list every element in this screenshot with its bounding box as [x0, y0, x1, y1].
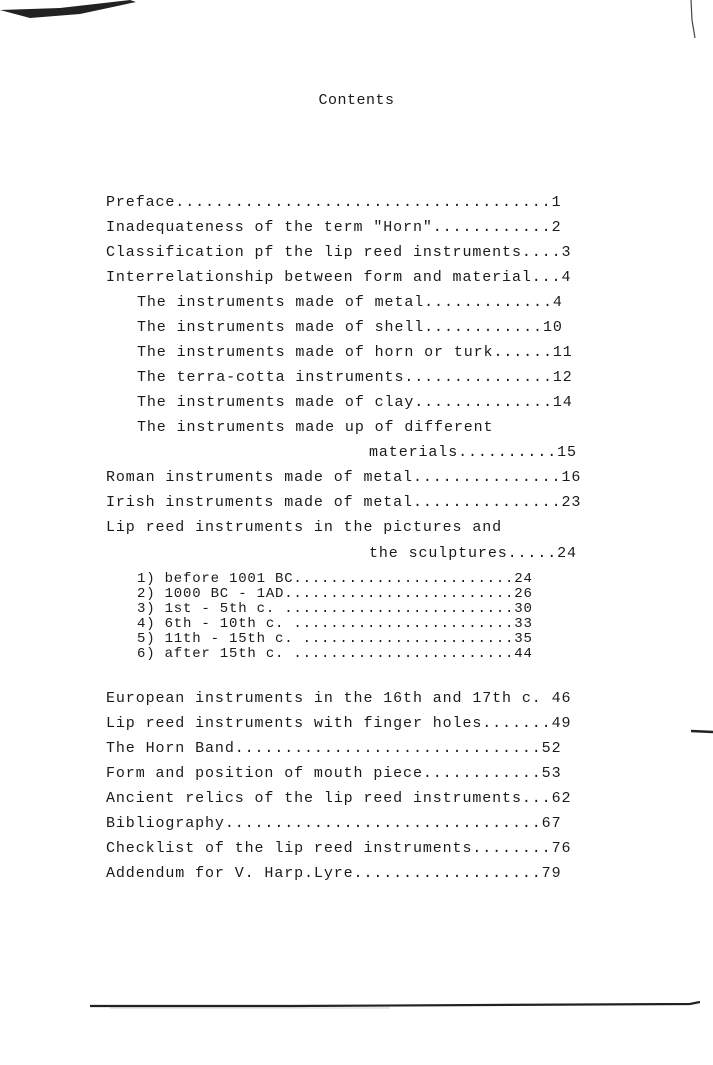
toc-entry-term-horn: Inadequateness of the term "Horn"............2 — [106, 219, 562, 236]
toc-entry-shell: The instruments made of shell............10 — [137, 319, 563, 336]
toc-entry-different-cont: materials..........15 — [369, 444, 577, 461]
toc-entry-roman: Roman instruments made of metal...............16 — [106, 469, 582, 486]
toc-entry-classification: Classification pf the lip reed instruments....3 — [106, 244, 572, 261]
page-title: Contents — [318, 92, 395, 109]
toc-subentry-1: 1) before 1001 BC........................24 — [137, 571, 533, 587]
toc-subentry-3: 3) 1st - 5th c. .........................30 — [137, 601, 533, 617]
toc-entry-checklist: Checklist of the lip reed instruments........76 — [106, 840, 572, 857]
toc-entry-horn-band: The Horn Band...............................52 — [106, 740, 562, 757]
toc-entry-terra-cotta: The terra-cotta instruments...............12 — [137, 369, 573, 386]
toc-entry-pictures-cont: the sculptures.....24 — [369, 545, 577, 562]
scan-streak-top-left — [0, 0, 140, 26]
toc-entry-metal: The instruments made of metal.............4 — [137, 294, 563, 311]
toc-subentry-2: 2) 1000 BC - 1AD.........................26 — [137, 586, 533, 602]
toc-entry-interrelationship: Interrelationship between form and material...4 — [106, 269, 572, 286]
toc-entry-mouth-piece: Form and position of mouth piece............53 — [106, 765, 562, 782]
toc-entry-different: The instruments made up of different — [137, 419, 494, 436]
toc-subentry-4: 4) 6th - 10th c. ........................33 — [137, 616, 533, 632]
toc-entry-european: European instruments in the 16th and 17th c. 46 — [106, 690, 572, 707]
toc-entry-finger-holes: Lip reed instruments with finger holes.......49 — [106, 715, 572, 732]
scan-edge-line — [689, 0, 697, 40]
toc-entry-preface: Preface......................................1 — [106, 194, 562, 211]
toc-entry-ancient-relics: Ancient relics of the lip reed instruments...62 — [106, 790, 572, 807]
toc-entry-pictures: Lip reed instruments in the pictures and — [106, 519, 503, 536]
toc-entry-clay: The instruments made of clay..............14 — [137, 394, 573, 411]
scan-mark-right-edge — [691, 728, 713, 734]
toc-subentry-6: 6) after 15th c. ........................44 — [137, 646, 533, 662]
toc-entry-addendum: Addendum for V. Harp.Lyre...................79 — [106, 865, 562, 882]
toc-entry-irish: Irish instruments made of metal...............23 — [106, 494, 582, 511]
scan-edge-bottom — [90, 998, 700, 1012]
toc-entry-horn-turk: The instruments made of horn or turk......11 — [137, 344, 573, 361]
toc-entry-bibliography: Bibliography................................67 — [106, 815, 562, 832]
toc-subentry-5: 5) 11th - 15th c. .......................35 — [137, 631, 533, 647]
